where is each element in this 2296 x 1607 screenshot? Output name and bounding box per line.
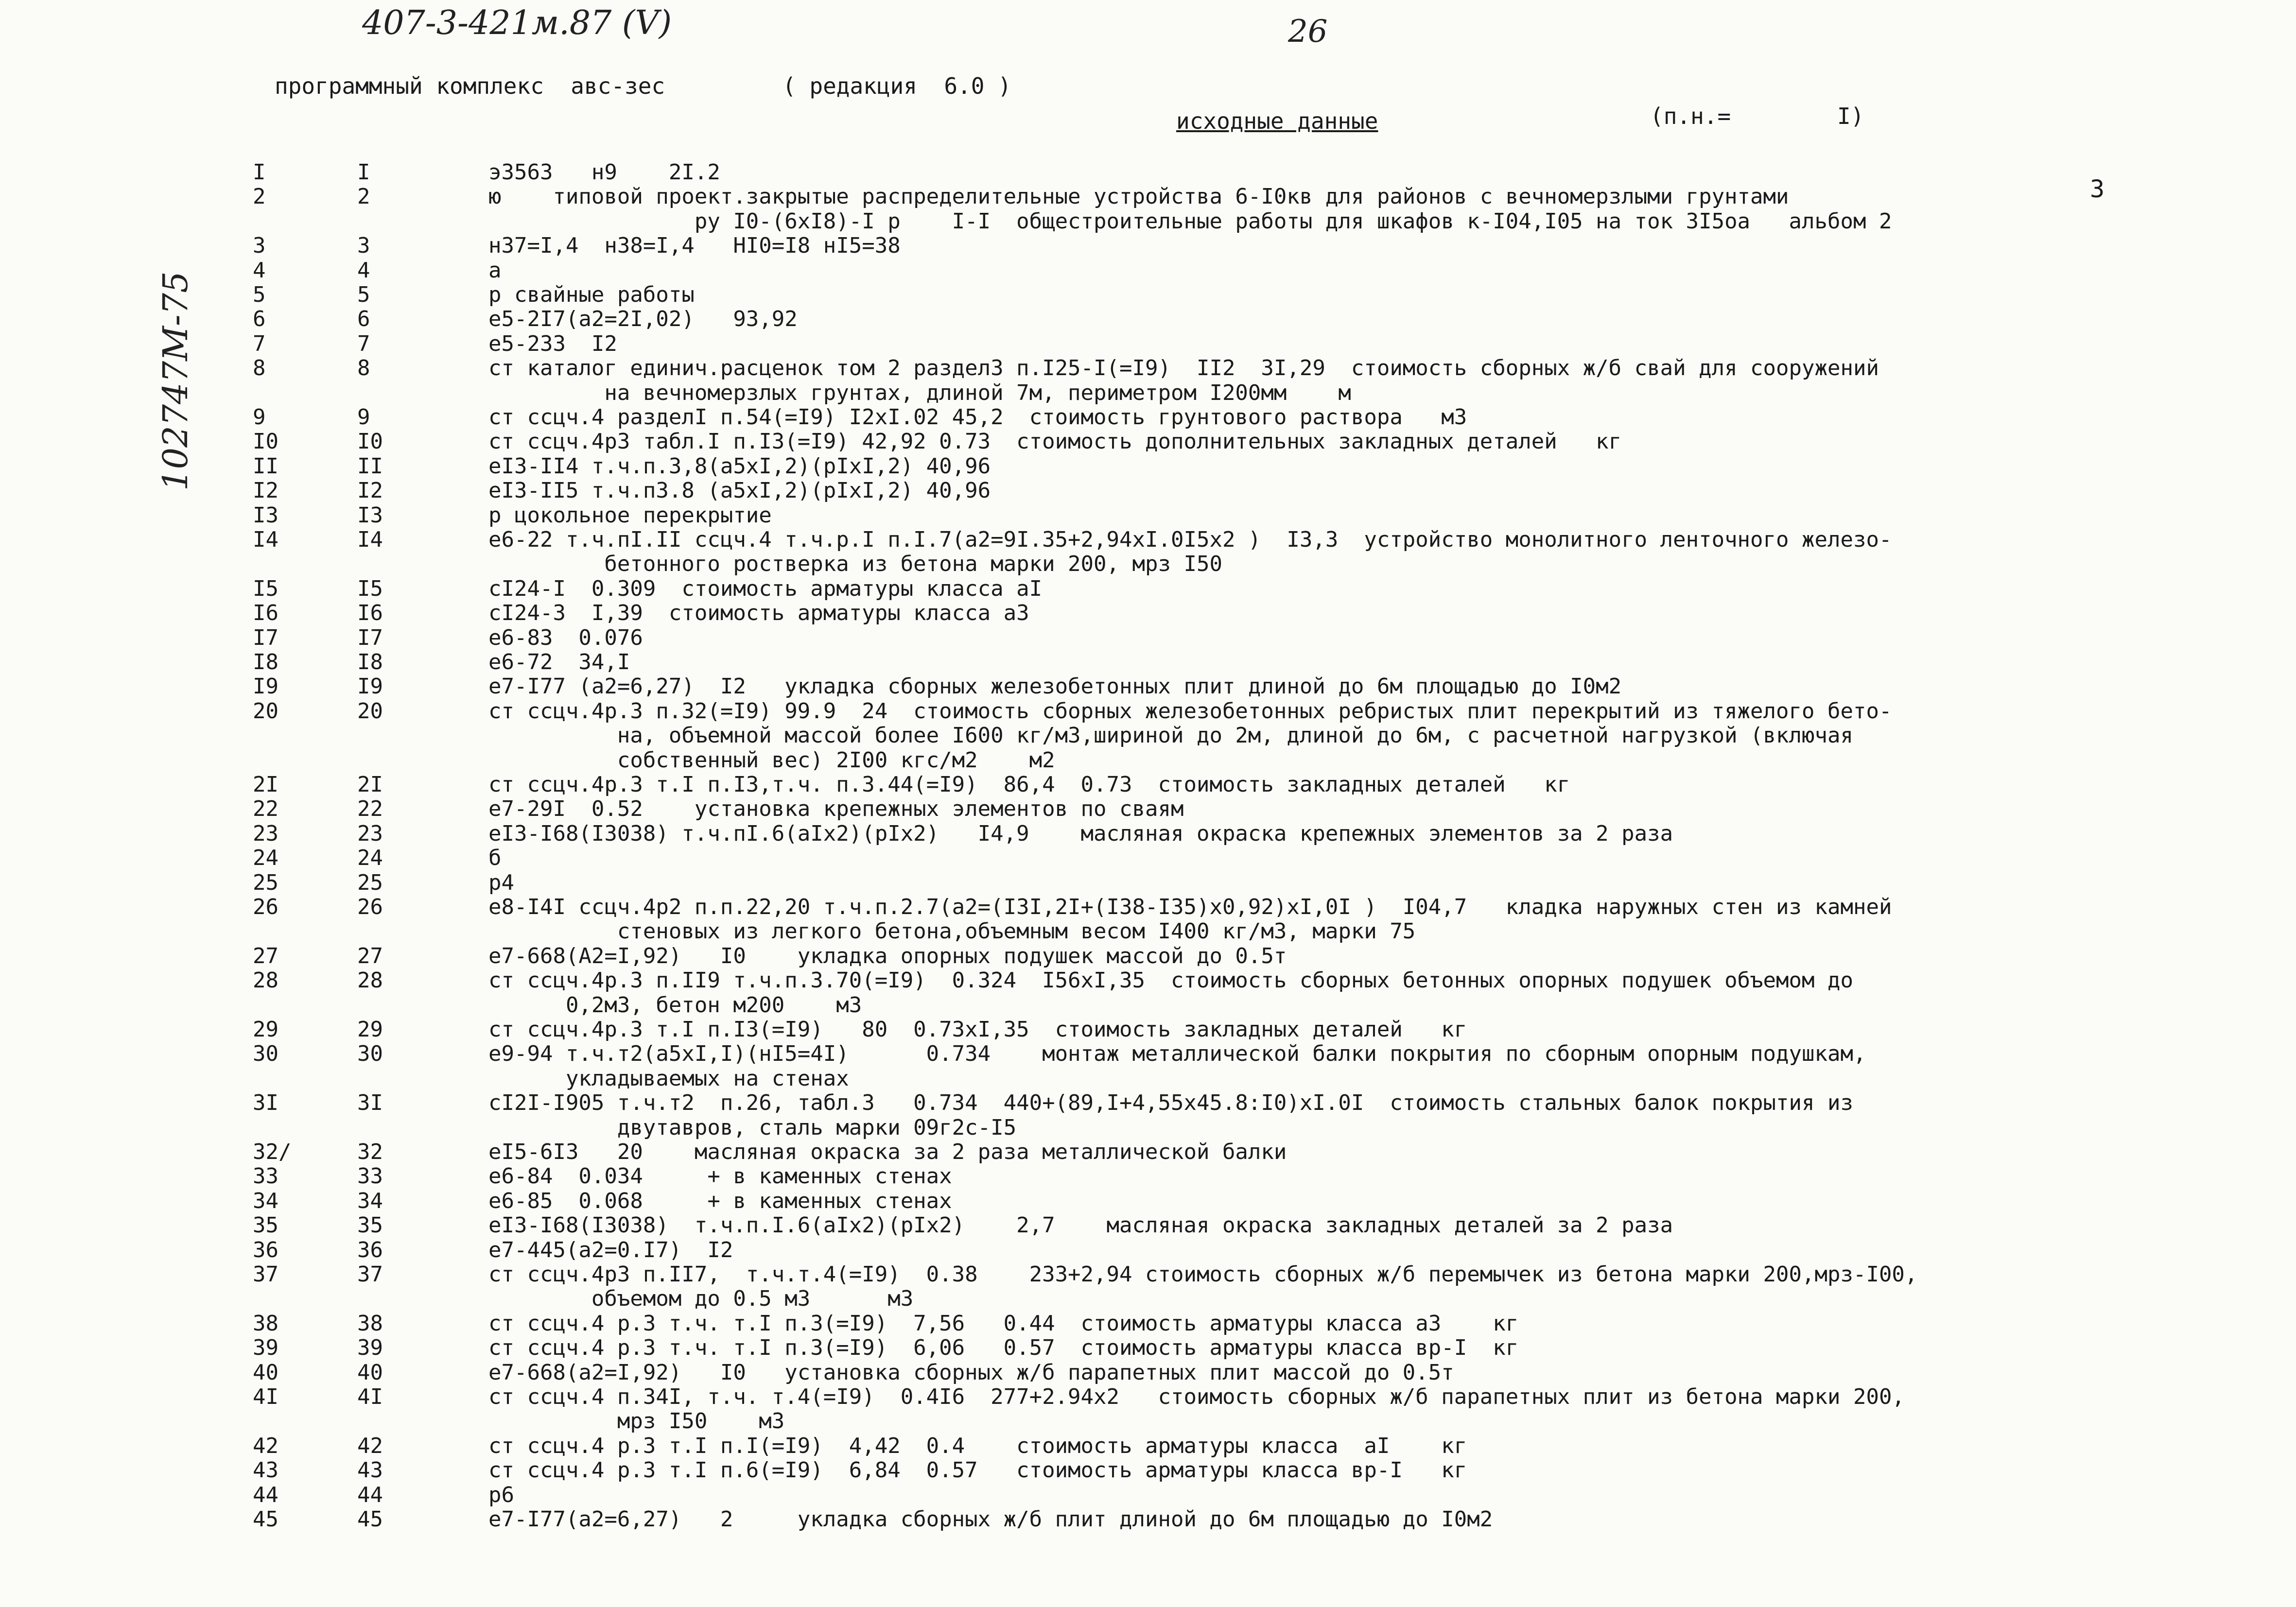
listing-row (0, 209, 2296, 234)
row-number-repeat: 27 (357, 943, 383, 968)
listing-row (0, 601, 2296, 625)
listing-row (0, 1458, 2296, 1483)
row-text: е6-83 0.076 (488, 625, 643, 650)
row-number-repeat: 35 (357, 1213, 383, 1238)
handwritten-document-code: 407-3-421м.87 (V) (362, 4, 672, 42)
row-text: ст ссцч.4 п.34I, т.ч. т.4(=I9) 0.4I6 277+2.94x2 стоимость сборных ж/б парапетных плит из бетона марки 200, (488, 1384, 1905, 1409)
row-number-repeat: 42 (357, 1433, 383, 1458)
listing-row (0, 1312, 2296, 1336)
row-number-repeat: 6 (357, 307, 370, 332)
row-text: еI3-I68(I3038) т.ч.п.I.6(аIx2)(рIx2) 2,7 масляная окраска закладных деталей за 2 раза (488, 1213, 1673, 1238)
listing-row (0, 381, 2296, 405)
row-number-repeat: 36 (357, 1237, 383, 1262)
row-number-repeat: I2 (357, 478, 383, 503)
row-text: ст ссцч.4р.3 т.I п.I3(=I9) 80 0.73xI,35 стоимость закладных деталей кг (488, 1017, 1467, 1042)
row-text: э3563 н9 2I.2 (488, 160, 720, 185)
row-number: 25 (253, 870, 278, 895)
row-text: е8-I4I ссцч.4р2 п.п.22,20 т.ч.п.2.7(а2=(I3I,2I+(I38-I35)x0,92)xI,0I ) I04,7 кладка наружных стен из камней (488, 895, 1892, 919)
listing-row (0, 1409, 2296, 1434)
row-text: ст каталог единич.расценок том 2 раздел3 п.I25-I(=I9) II2 3I,29 стоимость сборных ж/б свай для сооружений (488, 356, 1879, 381)
row-text: укладываемых на стенах (488, 1066, 849, 1091)
row-number-repeat: 9 (357, 405, 370, 430)
row-number-repeat: 7 (357, 331, 370, 356)
row-number-repeat: 23 (357, 821, 383, 846)
row-number-repeat: 28 (357, 968, 383, 993)
program-title: программный комплекс авс-зес (275, 73, 665, 99)
listing-row (0, 1067, 2296, 1091)
row-number-repeat: 20 (357, 698, 383, 724)
handwritten-side-note: 102747М-75 (156, 271, 195, 491)
row-number: 22 (253, 796, 278, 822)
row-number-repeat: 37 (357, 1262, 383, 1287)
listing-row (0, 1262, 2296, 1287)
row-number-repeat: 38 (357, 1311, 383, 1336)
row-number-repeat: I6 (357, 601, 383, 626)
row-text: ст ссцч.4 р.3 т.ч. т.I п.3(=I9) 7,56 0.44 стоимость арматуры класса а3 кг (488, 1311, 1519, 1336)
listing-row (0, 430, 2296, 454)
row-number: 3I (253, 1090, 278, 1116)
row-text: е6-84 0.034 + в каменных стенах (488, 1164, 952, 1189)
row-text: еI3-I68(I3038) т.ч.пI.6(аIx2)(рIx2) I4,9 масляная окраска крепежных элементов за 2 раза (488, 821, 1673, 846)
row-number-repeat: I7 (357, 625, 383, 650)
row-text: сI2I-I905 т.ч.т2 п.26, табл.3 0.734 440+(89,I+4,55x45.8:I0)xI.0I стоимость стальных балок покрытия из (488, 1090, 1853, 1116)
row-number: 32/ (253, 1140, 292, 1164)
row-text: ст ссцч.4 р.3 т.I п.I(=I9) 4,42 0.4 стоимость арматуры класса аI кг (488, 1433, 1467, 1458)
row-text: ст ссцч.4р.3 т.I п.I3,т.ч. п.3.44(=I9) 86,4 0.73 стоимость закладных деталей кг (488, 772, 1570, 797)
row-text: 0,2м3, бетон м200 м3 (488, 992, 862, 1018)
row-number-repeat: 34 (357, 1188, 383, 1213)
row-number: 4I (253, 1384, 278, 1409)
row-number-repeat: 32 (357, 1140, 383, 1164)
listing-row (0, 699, 2296, 724)
row-number: 27 (253, 943, 278, 968)
row-number: 36 (253, 1237, 278, 1262)
listing-row (0, 895, 2296, 919)
row-number-repeat: 8 (357, 356, 370, 381)
row-number-repeat: I (357, 160, 370, 185)
row-text: ст ссцч.4р.3 п.II9 т.ч.п.3.70(=I9) 0.324 I56xI,35 стоимость сборных бетонных опорных подушек объемом до (488, 968, 1853, 993)
row-text: мрз I50 м3 (488, 1409, 785, 1434)
row-number-repeat: 4 (357, 258, 370, 283)
row-number: I4 (253, 527, 278, 552)
row-number-repeat: 22 (357, 796, 383, 822)
row-number: 2I (253, 772, 278, 797)
listing-row (0, 528, 2296, 552)
listing-row (0, 454, 2296, 479)
row-text: е7-I77 (а2=6,27) I2 укладка сборных железобетонных плит длиной до 6м площадью до I0м2 (488, 674, 1622, 699)
row-number: 9 (253, 405, 266, 430)
row-number: 4 (253, 258, 266, 283)
listing-row (0, 1164, 2296, 1189)
listing-row (0, 1483, 2296, 1507)
row-text: сI24-I 0.309 стоимость арматуры класса аI (488, 576, 1043, 601)
row-number: I8 (253, 650, 278, 674)
row-text: е7-668(А2=I,92) I0 укладка опорных подушек массой до 0.5т (488, 943, 1287, 968)
listing-row (0, 724, 2296, 748)
row-text: б (488, 846, 502, 871)
listing-row (0, 283, 2296, 307)
row-number-repeat: 5 (357, 282, 370, 307)
row-text: е7-I77(а2=6,27) 2 укладка сборных ж/б плит длиной до 6м площадью до I0м2 (488, 1507, 1493, 1532)
row-number-repeat: 25 (357, 870, 383, 895)
row-text: ст ссцч.4 разделI п.54(=I9) I2xI.02 45,2 стоимость грунтового раствора м3 (488, 405, 1467, 430)
row-number: 2 (253, 184, 266, 209)
row-number-repeat: 24 (357, 846, 383, 871)
listing-row (0, 1287, 2296, 1311)
listing-row (0, 626, 2296, 650)
listing-row (0, 1189, 2296, 1213)
row-number: 45 (253, 1507, 278, 1532)
row-text: объемом до 0.5 м3 м3 (488, 1286, 914, 1312)
row-number: 44 (253, 1482, 278, 1507)
row-number-repeat: 3 (357, 233, 370, 259)
row-number: 28 (253, 968, 278, 993)
pn-label: (п.н.= (1650, 103, 1731, 129)
listing-row (0, 1091, 2296, 1115)
row-number-repeat: I4 (357, 527, 383, 552)
row-number: 26 (253, 895, 278, 919)
row-number: 24 (253, 846, 278, 871)
handwritten-page-number: 26 (1288, 14, 1328, 50)
row-number: I9 (253, 674, 278, 699)
row-number: I0 (253, 429, 278, 454)
row-text: е6-85 0.068 + в каменных стенах (488, 1188, 952, 1213)
listing-row (0, 650, 2296, 674)
listing-row (0, 332, 2296, 356)
row-number-repeat: I0 (357, 429, 383, 454)
row-number: 30 (253, 1041, 278, 1067)
listing-row (0, 503, 2296, 528)
listing-row (0, 1336, 2296, 1360)
row-number-repeat: I8 (357, 650, 383, 674)
row-number-repeat: 29 (357, 1017, 383, 1042)
row-number: 34 (253, 1188, 278, 1213)
row-number-repeat: 39 (357, 1335, 383, 1361)
row-number: 7 (253, 331, 266, 356)
row-number-repeat: 26 (357, 895, 383, 919)
listing-row (0, 797, 2296, 821)
row-text: бетонного ростверка из бетона марки 200, мрз I50 (488, 552, 1222, 577)
listing-row (0, 1140, 2296, 1164)
row-number: 37 (253, 1262, 278, 1287)
row-text: е9-94 т.ч.т2(а5xI,I)(нI5=4I) 0.734 монтаж металлической балки покрытия по сборным опорным подушкам, (488, 1041, 1866, 1067)
pn-value: I) (1837, 103, 1864, 129)
row-text: ст ссцч.4р.3 п.32(=I9) 99.9 24 стоимость сборных железобетонных ребристых плит перекрытий из тяжелого бето- (488, 698, 1892, 724)
listing-row (0, 1213, 2296, 1238)
row-text: а (488, 258, 502, 283)
row-text: еI5-6I3 20 масляная окраска за 2 раза металлической балки (488, 1140, 1287, 1164)
row-text: на вечномерзлых грунтах, длиной 7м, периметром I200мм м (488, 380, 1351, 405)
row-text: на, объемной массой более I600 кг/м3,шириной до 2м, длиной до 6м, с расчетной нагрузкой (включая (488, 723, 1853, 748)
row-text: еI3-II5 т.ч.п3.8 (а5xI,2)(рIxI,2) 40,96 (488, 478, 991, 503)
row-number-repeat: 45 (357, 1507, 383, 1532)
listing-row (0, 577, 2296, 601)
edition-label: ( редакция 6.0 ) (783, 73, 1011, 99)
listing-row (0, 674, 2296, 699)
side-mark: 3 (2090, 175, 2105, 203)
row-number: 33 (253, 1164, 278, 1189)
row-number-repeat: 43 (357, 1458, 383, 1483)
row-text: е6-22 т.ч.пI.II ссцч.4 т.ч.р.I п.I.7(а2=9I.35+2,94xI.0I5x2 ) I3,3 устройство монолитного ленточного железо- (488, 527, 1892, 552)
row-text: е5-2I7(а2=2I,02) 93,92 (488, 307, 798, 332)
row-number: 20 (253, 698, 278, 724)
listing-row (0, 405, 2296, 430)
row-text: р6 (488, 1482, 514, 1507)
row-text: ст ссцч.4 р.3 т.ч. т.I п.3(=I9) 6,06 0.57 стоимость арматуры класса вр-I кг (488, 1335, 1519, 1361)
listing-row (0, 871, 2296, 895)
listing-row (0, 1434, 2296, 1458)
row-number-repeat: 2 (357, 184, 370, 209)
row-text: двутавров, сталь марки 09г2с-I5 (488, 1115, 1017, 1140)
row-number: 6 (253, 307, 266, 332)
listing-row (0, 773, 2296, 797)
listing-row (0, 234, 2296, 258)
listing-row (0, 1507, 2296, 1532)
row-number: I7 (253, 625, 278, 650)
row-text: е5-233 I2 (488, 331, 617, 356)
listing-row (0, 1361, 2296, 1385)
listing-row (0, 846, 2296, 870)
row-text: р цокольное перекрытие (488, 502, 772, 528)
row-text: стеновых из легкого бетона,объемным весом I400 кг/м3, марки 75 (488, 919, 1416, 944)
row-number-repeat: I9 (357, 674, 383, 699)
listing-row (0, 968, 2296, 993)
listing-row (0, 1385, 2296, 1409)
listing-row (0, 552, 2296, 576)
row-number: 38 (253, 1311, 278, 1336)
row-number-repeat: II (357, 453, 383, 479)
row-text: е7-29I 0.52 установка крепежных элементов по сваям (488, 796, 1184, 822)
row-number-repeat: 44 (357, 1482, 383, 1507)
listing-row (0, 1116, 2296, 1140)
row-text: ст ссцч.4 р.3 т.I п.6(=I9) 6,84 0.57 стоимость арматуры класса вр-I кг (488, 1458, 1467, 1483)
listing-row (0, 919, 2296, 944)
listing-row (0, 944, 2296, 968)
row-number: 43 (253, 1458, 278, 1483)
row-number: 8 (253, 356, 266, 381)
row-text: ру I0-(6xI8)-I р I-I общестроительные работы для шкафов к-I04,I05 на ток 3I5оа альбом 2 (488, 208, 1892, 234)
row-number-repeat: 2I (357, 772, 383, 797)
listing-row (0, 748, 2296, 773)
row-number: I6 (253, 601, 278, 626)
listing-row (0, 479, 2296, 503)
row-number-repeat: 30 (357, 1041, 383, 1067)
row-text: н37=I,4 н38=I,4 НI0=I8 нI5=38 (488, 233, 901, 259)
row-text: еI3-II4 т.ч.п.3,8(а5xI,2)(рIxI,2) 40,96 (488, 453, 991, 479)
row-text: ю типовой проект.закрытые распределительные устройства 6-I0кв для районов с вечномерзлыми грунтами (488, 184, 1789, 209)
listing-row (0, 356, 2296, 380)
row-number: 39 (253, 1335, 278, 1361)
row-text: ст ссцч.4р3 п.II7, т.ч.т.4(=I9) 0.38 233+2,94 стоимость сборных ж/б перемычек из бетона марки 200,мрз-I00, (488, 1262, 1918, 1287)
row-number: 29 (253, 1017, 278, 1042)
listing-row (0, 307, 2296, 331)
row-number-repeat: 33 (357, 1164, 383, 1189)
row-text: е6-72 34,I (488, 650, 630, 674)
row-text: ст ссцч.4р3 табл.I п.I3(=I9) 42,92 0.73 стоимость дополнительных закладных деталей кг (488, 429, 1622, 454)
listing-row (0, 1238, 2296, 1262)
input-data-heading: исходные данные (1176, 108, 1378, 134)
row-number: I (253, 160, 266, 185)
row-text: е7-445(а2=0.I7) I2 (488, 1237, 733, 1262)
row-number: I3 (253, 502, 278, 528)
row-text: р4 (488, 870, 514, 895)
row-number-repeat: 40 (357, 1360, 383, 1385)
row-number-repeat: I3 (357, 502, 383, 528)
row-number: 40 (253, 1360, 278, 1385)
row-text: р свайные работы (488, 282, 695, 307)
row-number: 5 (253, 282, 266, 307)
row-text: е7-668(а2=I,92) I0 установка сборных ж/б парапетных плит массой до 0.5т (488, 1360, 1454, 1385)
row-text: собственный вес) 2I00 кгс/м2 м2 (488, 747, 1055, 773)
row-number: 35 (253, 1213, 278, 1238)
row-number: 23 (253, 821, 278, 846)
listing-row (0, 185, 2296, 209)
row-number: I5 (253, 576, 278, 601)
row-number-repeat: I5 (357, 576, 383, 601)
listing-row (0, 160, 2296, 185)
row-text: сI24-3 I,39 стоимость арматуры класса а3 (488, 601, 1029, 626)
listing-row (0, 259, 2296, 283)
row-number: 42 (253, 1433, 278, 1458)
listing-row (0, 1042, 2296, 1066)
row-number: 3 (253, 233, 266, 259)
row-number-repeat: 3I (357, 1090, 383, 1116)
listing-row (0, 993, 2296, 1018)
listing-row (0, 1018, 2296, 1042)
row-number: II (253, 453, 278, 479)
row-number: I2 (253, 478, 278, 503)
row-number-repeat: 4I (357, 1384, 383, 1409)
listing-row (0, 822, 2296, 846)
